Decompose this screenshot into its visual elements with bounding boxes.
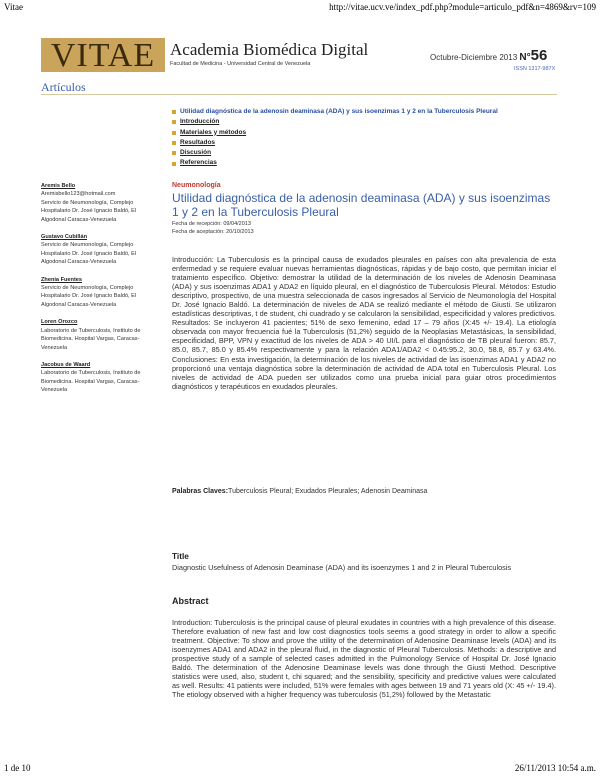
author-name[interactable]: Jacobus de Waard (41, 361, 91, 368)
author-affiliation: Servicio de Neumonología, Complejo (41, 199, 134, 206)
journal-subtitle: Facultad de Medicina - Universidad Central de Venezuela (170, 61, 311, 67)
issue-number: 56 (530, 47, 548, 64)
author-block (41, 276, 161, 310)
toc-item-main[interactable] (172, 107, 498, 117)
author-affiliation: Venezuela (41, 344, 68, 351)
toc-link[interactable]: Referencias (180, 159, 217, 167)
author-affiliation: Algodonal Caracas-Venezuela (41, 259, 117, 266)
author-affiliation: Venezuela (41, 387, 68, 394)
issn: ISSN 1317-987X (514, 66, 556, 72)
print-header-title: Vitae (4, 2, 23, 12)
abstract-english: Introduction: Tuberculosis is the principal cause of pleural exudates in countries with a high prevalence of this disease. Therefore evaluation of new fast and low cost diagnostics tools seems a good strategy in order to allow a specific treatment. Objective: To show and prove the utility of the determination of Adenosine Deaminase levels (ADA) and its isoenzymes ADA1 and ADA2 in the pleural fluid, in the diagnostic of Pleural Tuberculosis. Methods: a descriptive and prospective study of a sample of selected cases admitted in the Pulmonology Service of Hospital Dr. José Ignacio Baldó. The determination of the Adenosine Deaminase levels was done through the Giusti Method. Descriptive statistics were used, also, student t, chi squared; and the sensibility, specificity and predictive values were calculated as well. Results: 41 patients were included, 51% were females with ages between 19 and 71 years old (X: 45 +/- 19.4). The etiology observed with a higher frequency was tuberculosis (51,2%) followed by the Metastatic (172, 618, 556, 700)
author-email[interactable]: Aremisbello123@hotmail.com (41, 191, 116, 198)
author-affiliation: Biomedicina. Hospital Vargas, Caracas- (41, 336, 140, 343)
keywords-label: Palabras Claves: (172, 488, 229, 495)
accepted-date: Fecha de aceptación: 20/10/2013 (172, 228, 254, 235)
author-block (41, 233, 161, 267)
toc-main-link[interactable]: Utilidad diagnóstica de la adenosin deaminasa (ADA) y sus isoenzimas 1 y 2 en la Tuberculosis Pleural (180, 108, 498, 115)
author-affiliation: Algodonal Caracas-Venezuela (41, 301, 117, 308)
page-count: 1 de 10 (4, 763, 31, 773)
received-date: Fecha de recepción: 09/04/2013 (172, 221, 251, 227)
author-affiliation: Laboratorio de Tuberculosis, Instituto de (41, 370, 141, 377)
table-of-contents (172, 107, 498, 169)
bullet-icon (172, 141, 176, 145)
logo-text: VITAE (50, 37, 156, 74)
print-timestamp: 26/11/2013 10:54 a.m. (514, 763, 596, 773)
bullet-icon (172, 151, 176, 155)
author-name[interactable]: Loren Orozco (41, 319, 78, 326)
author-affiliation: Servicio de Neumonología, Complejo (41, 242, 134, 249)
bullet-icon (172, 162, 176, 166)
bullet-icon (172, 120, 176, 124)
author-block (41, 361, 161, 395)
issue-info (430, 47, 547, 64)
article-dates (172, 221, 254, 236)
toc-item-introduccion[interactable] (172, 117, 498, 127)
english-title: Diagnostic Usefulness of Adenosin Deaminase (ADA) and its isoenzymes 1 and 2 in Pleural Tuberculosis (172, 563, 512, 572)
abstract-heading: Abstract (172, 596, 209, 606)
issue-no-label: N° (519, 52, 531, 63)
author-affiliation: Servicio de Neumonología, Complejo (41, 285, 134, 292)
author-name[interactable]: Gustavo Cubillán (41, 234, 87, 241)
author-name[interactable]: Zhenia Fuentes (41, 276, 83, 283)
print-header-url: http://vitae.ucv.ve/index_pdf.php?module=articulo_pdf&n=4869&rv=109 (329, 2, 596, 12)
issue-period: Octubre-Diciembre 2013 (430, 53, 518, 62)
author-affiliation: Biomedicina. Hospital Vargas, Caracas- (41, 378, 140, 385)
bullet-icon (172, 131, 176, 135)
toc-link[interactable]: Introducción (180, 118, 220, 126)
toc-link[interactable]: Resultados (180, 138, 216, 146)
author-name[interactable]: Aremis Bello (41, 183, 76, 189)
toc-item-materiales[interactable] (172, 128, 498, 138)
article-category: Neumonología (172, 182, 221, 189)
author-affiliation: Hospitalario Dr. José Ignacio Baldó, El (41, 293, 137, 300)
keywords-line (172, 488, 427, 495)
toc-item-referencias[interactable] (172, 158, 498, 168)
print-header (0, 2, 600, 14)
section-title: Artículos (41, 80, 86, 94)
author-affiliation: Algodonal Caracas-Venezuela (41, 216, 117, 223)
toc-item-discusion[interactable] (172, 148, 498, 158)
toc-item-resultados[interactable] (172, 138, 498, 148)
toc-link[interactable]: Materiales y métodos (180, 128, 247, 136)
author-block (41, 182, 161, 224)
journal-title: Academia Biomédica Digital (170, 40, 369, 59)
authors-sidebar (41, 182, 161, 404)
author-block (41, 318, 161, 352)
english-title-heading: Title (172, 551, 189, 561)
author-affiliation: Hospitalario Dr. José Ignacio Baldó, El (41, 250, 137, 257)
author-affiliation: Laboratorio de Tuberculosis, Instituto de (41, 327, 141, 334)
article-title: Utilidad diagnóstica de la adenosin deaminasa (ADA) y sus isoenzimas 1 y 2 en la Tuberculosis Pleural (172, 191, 551, 219)
bullet-icon (172, 110, 176, 114)
toc-link[interactable]: Discusión (180, 149, 212, 157)
vitae-logo[interactable] (41, 38, 165, 72)
keywords-value: Tuberculosis Pleural; Exudados Pleurales; Adenosin Deaminasa (228, 488, 428, 495)
print-footer (0, 763, 600, 775)
section-divider (41, 94, 557, 95)
abstract-spanish: Introducción: La Tuberculosis es la principal causa de exudados pleurales en países con alta prevalencia de esta enfermedad y se requiere evaluar nuevas herramientas diagnósticas, rápidas y de bajo costo, que permitan iniciar el tratamiento específico. Objetivo: demostrar la utilidad de la determinación de los niveles de Adenosin Deaminasa (ADA) y sus isoenzimas ADA1 y ADA2 en líquido pleural, en el diagnóstico de Tuberculosis Pleural. Métodos: Estudio descriptivo, prospectivo, de una muestra seleccionada de casos ingresados al Servicio de Neumonología del Hospital Dr. José Ignacio Baldó. La determinación de niveles de ADA se realizó mediante el método de Giusti. Se utilizaron estadísticas descriptivas, t de student, chi cuadrado y se calcularon la sensibilidad, especificidad y valores predictivos. Resultados: Se incluyeron 41 pacientes; 51% de sexo femenino, edad 17 – 79 años (X:45 +/- 19.4). La etiología observada con mayor frecuencia fué la Tuberculosis (51,2%) seguido de la Neoplasias Metastásicas, la sensibilidad, especificidad, BPP, VPN y exactitud de los niveles de ADA > 40 UI/L para el diagnóstico de TB pleural fueron: 85.7, 85.0, 85.7, 85.0 y 85.4% respectivamente y para la relación ADA1/ADA2 < 0.45:95.2, 30.0, 58.8, 85.7 y 63.4%. Conclusiones: En esta investigación, la determinación de los niveles de actividad de las isoenzimas ADA1 y ADA2 no proporcionó una ventaja diagnóstica sobre la determinación de actividad de ADA total en Tuberculosis Pleural. Los niveles de actividad de ADA pueden ser utilizados como una prueba inicial para guiar otros procedimientos diagnósticos y terapéuticos en exudados pleurales. (172, 255, 556, 391)
author-affiliation: Hospitalario Dr. José Ignacio Baldó, El (41, 208, 137, 215)
